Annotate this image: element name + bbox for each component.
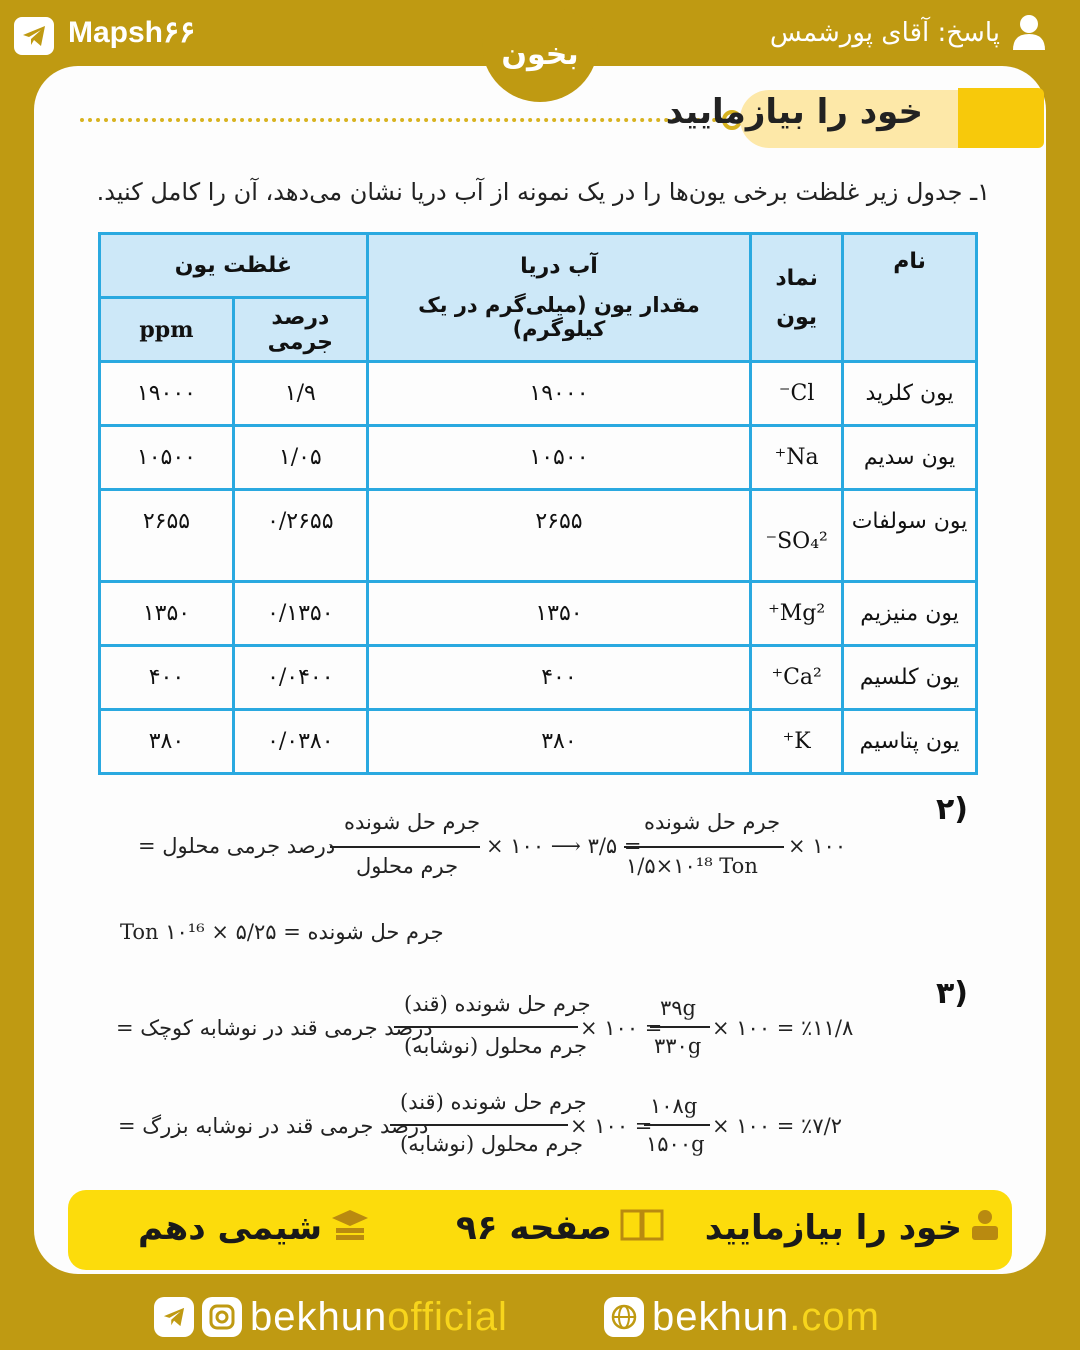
mass-percent: ۰/۰۴۰۰ [233, 646, 367, 710]
ion-symbol: Na⁺ [751, 426, 843, 490]
telegram-icon[interactable] [154, 1297, 194, 1337]
site-accent: .com [789, 1294, 880, 1339]
q2-result: جرم حل شونده = ۵/۲۵ × ۱۰¹⁶ Ton [120, 920, 444, 944]
ion-symbol: Cl⁻ [751, 362, 843, 426]
question-2-number: ۲) [936, 792, 969, 827]
question-1: ۱ـ جدول زیر غلظت برخی یون‌ها را در یک نمونه از آب دریا نشان می‌دهد، آن را کامل کنید. [96, 178, 990, 206]
q2-lhs: درصد جرمی محلول = [138, 834, 336, 858]
q3-small-mid: × ۱۰۰ = [580, 1016, 663, 1040]
header-sea-line2: مقدار یون (میلی‌گرم در یک کیلوگرم) [418, 293, 700, 341]
website-url[interactable] [652, 1295, 880, 1340]
ppm-value: ۴۰۰ [100, 646, 234, 710]
q2-fraction1-num: جرم حل شونده [344, 810, 481, 834]
header-symbol-line2: یون [776, 304, 818, 330]
mass-percent: ۰/۰۳۸۰ [233, 710, 367, 774]
footer-topic-label: خود را بیازمایید [704, 1208, 962, 1248]
ppm-value: ۱۰۵۰۰ [100, 426, 234, 490]
social-handle[interactable] [250, 1295, 508, 1340]
header-mass-percent: درصد جرمی [233, 298, 367, 362]
q2-fraction1-den: جرم محلول [356, 854, 459, 878]
ppm-value: ۱۹۰۰۰ [100, 362, 234, 426]
globe-icon[interactable] [604, 1297, 644, 1337]
handle-accent: official [387, 1294, 508, 1339]
q3-big-mid: × ۱۰۰ = [570, 1114, 653, 1138]
logo-text: بخون [501, 36, 579, 72]
book-open-icon [620, 1209, 664, 1250]
header-name: نام [843, 234, 977, 362]
dotted-divider [80, 118, 725, 122]
sea-amount: ۳۸۰ [367, 710, 750, 774]
table-row [100, 362, 977, 426]
sea-amount: ۴۰۰ [367, 646, 750, 710]
handle-main: bekhun [250, 1294, 388, 1339]
q2-fraction2-den: ۱/۵×۱۰¹⁸ Ton [626, 854, 758, 878]
q3-small-val-den: ۳۳۰g [654, 1034, 702, 1058]
sea-amount: ۱۹۰۰۰ [367, 362, 750, 426]
channel-name[interactable]: Mapsh۶۶ [68, 16, 196, 49]
telegram-icon[interactable] [14, 17, 54, 55]
q3-big-result: × ۱۰۰ = ٪۷/۲ [712, 1114, 842, 1138]
header-tab [958, 88, 1044, 148]
ppm-value: ۱۳۵۰ [100, 582, 234, 646]
sea-amount: ۱۰۵۰۰ [367, 426, 750, 490]
q3-small-val-num: ۳۹g [660, 996, 697, 1020]
header-sea-line1: آب دریا [520, 254, 598, 279]
q3-big-val-den: ۱۵۰۰g [646, 1132, 705, 1156]
q3-big-den: جرم محلول (نوشابه) [400, 1132, 583, 1156]
ion-symbol: Mg²⁺ [751, 582, 843, 646]
header-symbol-line1: نماد [775, 265, 818, 291]
sea-amount: ۲۶۵۵ [367, 490, 750, 582]
graduation-cap-icon [330, 1208, 370, 1251]
q2-fraction2-bar [624, 846, 784, 848]
table-row [100, 582, 977, 646]
q3-big-val-num: ۱۰۸g [650, 1094, 698, 1118]
ion-name: یون کلرید [843, 362, 977, 426]
q3-small-num: جرم حل شونده (قند) [404, 992, 591, 1016]
mass-percent: ۱/۰۵ [233, 426, 367, 490]
table-row [100, 490, 977, 582]
q3-small-val-bar [650, 1026, 710, 1028]
q3-small-bar [394, 1026, 578, 1028]
ion-symbol: K⁺ [751, 710, 843, 774]
ion-name: یون منیزیم [843, 582, 977, 646]
sea-amount: ۱۳۵۰ [367, 582, 750, 646]
q3-small-den: جرم محلول (نوشابه) [404, 1034, 587, 1058]
ppm-value: ۳۸۰ [100, 710, 234, 774]
q2-middle: × ۱۰۰ ⟶ ۳/۵ = [486, 834, 642, 858]
q3-small-lhs: درصد جرمی قند در نوشابه کوچک = [116, 1016, 433, 1040]
header-concentration: غلظت یون [100, 234, 368, 298]
ion-name: یون سدیم [843, 426, 977, 490]
site-main: bekhun [652, 1294, 790, 1339]
header-sea [367, 234, 750, 362]
q3-small-result: × ۱۰۰ = ٪۱۱/۸ [712, 1016, 854, 1040]
mass-percent: ۰/۱۳۵۰ [233, 582, 367, 646]
user-icon [1012, 14, 1046, 54]
footer-book [138, 1208, 370, 1251]
mass-percent: ۱/۹ [233, 362, 367, 426]
question-3-number: ۳) [936, 976, 969, 1011]
section-title: خود را بیازمایید [665, 92, 923, 132]
header-symbol [751, 234, 843, 362]
q2-fraction1-bar [330, 846, 480, 848]
footer-page [456, 1208, 664, 1250]
q2-tail: × ۱۰۰ [788, 834, 847, 858]
ion-name: یون پتاسیم [843, 710, 977, 774]
ion-symbol: Ca²⁺ [751, 646, 843, 710]
footer-page-label: صفحه ۹۶ [456, 1208, 612, 1248]
social-website[interactable] [604, 1294, 880, 1340]
q2-fraction2-num: جرم حل شونده [644, 810, 781, 834]
ppm-value: ۲۶۵۵ [100, 490, 234, 582]
table-row [100, 646, 977, 710]
q3-big-lhs: درصد جرمی قند در نوشابه بزرگ = [118, 1114, 429, 1138]
ion-name: یون سولفات [843, 490, 977, 582]
q3-big-bar [390, 1124, 568, 1126]
answer-by: پاسخ: آقای پورشمس [769, 18, 1000, 48]
ion-table [98, 232, 978, 775]
footer-topic [705, 1208, 1002, 1251]
q3-big-num: جرم حل شونده (قند) [400, 1090, 587, 1114]
header-ppm: ppm [100, 298, 234, 362]
table-row [100, 710, 977, 774]
ion-symbol: SO₄²⁻ [751, 490, 843, 582]
q3-big-val-bar [644, 1124, 710, 1126]
ion-name: یون کلسیم [843, 646, 977, 710]
instagram-icon[interactable] [202, 1297, 242, 1337]
teacher-icon [968, 1208, 1002, 1251]
footer-bar [68, 1190, 1012, 1270]
footer-book-label: شیمی دهم [138, 1208, 323, 1248]
social-instagram-telegram[interactable] [154, 1294, 508, 1340]
mass-percent: ۰/۲۶۵۵ [233, 490, 367, 582]
table-row [100, 426, 977, 490]
